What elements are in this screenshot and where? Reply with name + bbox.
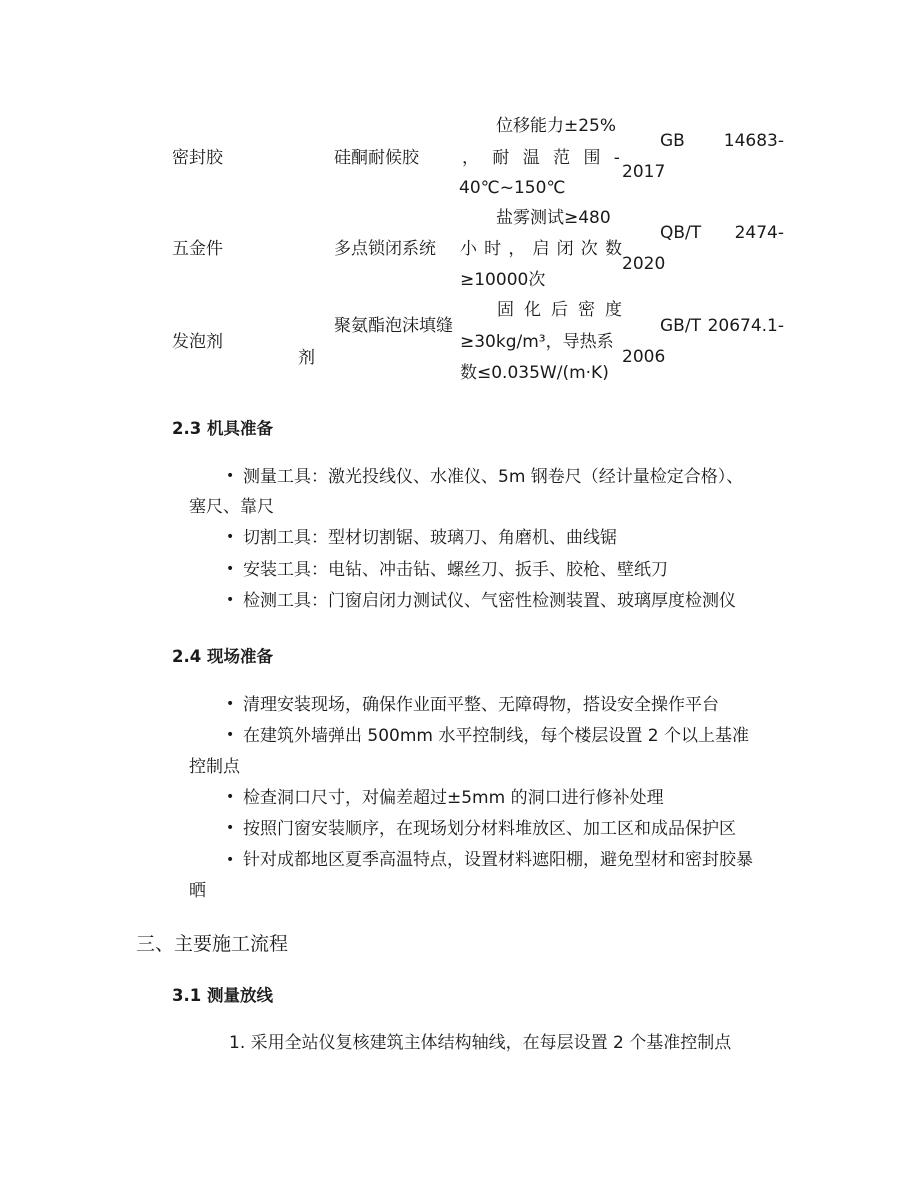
standard-year: 2020 — [622, 254, 666, 274]
requirement-char: - — [613, 148, 620, 168]
requirement-char: 围 — [583, 148, 601, 168]
bullet-icon: • — [226, 592, 235, 608]
requirement-line — [497, 300, 622, 320]
requirement-char: 时 — [484, 239, 502, 259]
list-item: 在建筑外墙弹出 500mm 水平控制线，每个楼层设置 2 个以上基准 — [243, 726, 749, 746]
requirement-char: 密 — [578, 300, 595, 320]
requirement-line: ≥10000次 — [460, 270, 546, 290]
bullet-icon: • — [226, 468, 235, 484]
material-name: 五金件 — [172, 239, 223, 259]
material-name: 发泡剂 — [172, 332, 223, 352]
bullet-icon: • — [226, 529, 235, 545]
material-spec: 剂 — [298, 348, 315, 368]
standard-line — [660, 223, 784, 243]
requirement-char: 耐 — [492, 148, 510, 168]
standard-number: 2474- — [734, 223, 784, 243]
list-item: 清理安装现场，确保作业面平整、无障碍物，搭设安全操作平台 — [243, 695, 719, 715]
bullet-icon: • — [226, 789, 235, 805]
standard-line — [660, 131, 784, 151]
chapter-heading: 三、主要施工流程 — [136, 933, 289, 955]
requirement-line — [460, 239, 622, 259]
list-item: 切割工具：型材切割锯、玻璃刀、角磨机、曲线锯 — [243, 528, 617, 548]
bullet-icon: • — [226, 696, 235, 712]
requirement-line — [462, 148, 620, 168]
list-item: 测量工具：激光投线仪、水准仪、5m 钢卷尺（经计量检定合格）、 — [243, 467, 744, 487]
requirement-char: 小 — [460, 239, 477, 259]
numbered-item: 1. 采用全站仪复核建筑主体结构轴线，在每层设置 2 个基准控制点 — [229, 1033, 732, 1053]
requirement-char: 启 — [532, 239, 550, 259]
requirement-line: ≥30kg/m³，导热系 — [460, 332, 614, 352]
requirement-char: 数 — [604, 239, 622, 259]
requirement-line: 位移能力±25% — [496, 116, 617, 136]
requirement-char: 次 — [580, 239, 598, 259]
list-item: 按照门窗安装顺序，在现场划分材料堆放区、加工区和成品保护区 — [243, 819, 736, 839]
requirement-line: 40℃~150℃ — [459, 178, 566, 198]
requirement-char: 后 — [551, 300, 568, 320]
requirement-line: 盐雾测试≥480 — [496, 208, 611, 228]
standard-code: GB/T — [660, 316, 701, 336]
list-item-continuation: 塞尺、靠尺 — [189, 497, 274, 517]
list-item: 针对成都地区夏季高温特点，设置材料遮阳棚，避免型材和密封胶暴 — [243, 850, 753, 870]
bullet-icon: • — [226, 561, 235, 577]
requirement-line: 数≤0.035W/(m·K) — [460, 363, 609, 383]
material-spec: 多点锁闭系统 — [334, 239, 436, 259]
bullet-icon: • — [226, 820, 235, 836]
requirement-char: 闭 — [556, 239, 574, 259]
requirement-char: 范 — [553, 148, 571, 168]
list-item: 检测工具：门窗启闭力测试仪、气密性检测装置、玻璃厚度检测仪 — [243, 591, 736, 611]
standard-code: QB/T — [660, 223, 702, 243]
standard-year: 2006 — [622, 347, 666, 367]
material-spec: 硅酮耐候胶 — [334, 148, 419, 168]
bullet-icon: • — [226, 852, 235, 868]
section-heading: 2.3 机具准备 — [172, 419, 273, 438]
standard-number: 14683- — [723, 131, 784, 151]
standard-number: 20674.1- — [707, 316, 784, 336]
standard-code: GB — [660, 131, 685, 151]
section-heading: 2.4 现场准备 — [172, 647, 273, 666]
list-item: 安装工具：电钻、冲击钻、螺丝刀、扳手、胶枪、壁纸刀 — [243, 560, 668, 580]
requirement-char: 化 — [524, 300, 541, 320]
material-spec: 聚氨酯泡沫填缝 — [334, 316, 453, 336]
list-item-continuation: 晒 — [189, 881, 206, 901]
list-item-continuation: 控制点 — [189, 757, 240, 777]
requirement-char: ， — [508, 239, 526, 259]
list-item: 检查洞口尺寸，对偏差超过±5mm 的洞口进行修补处理 — [243, 788, 664, 808]
standard-line — [660, 316, 784, 336]
requirement-char: 度 — [605, 300, 622, 320]
requirement-char: 温 — [522, 148, 540, 168]
requirement-char: 固 — [497, 300, 514, 320]
standard-year: 2017 — [622, 162, 666, 182]
material-name: 密封胶 — [172, 148, 223, 168]
bullet-icon: • — [226, 727, 235, 743]
requirement-char: ， — [462, 148, 479, 168]
section-heading: 3.1 测量放线 — [172, 986, 273, 1005]
